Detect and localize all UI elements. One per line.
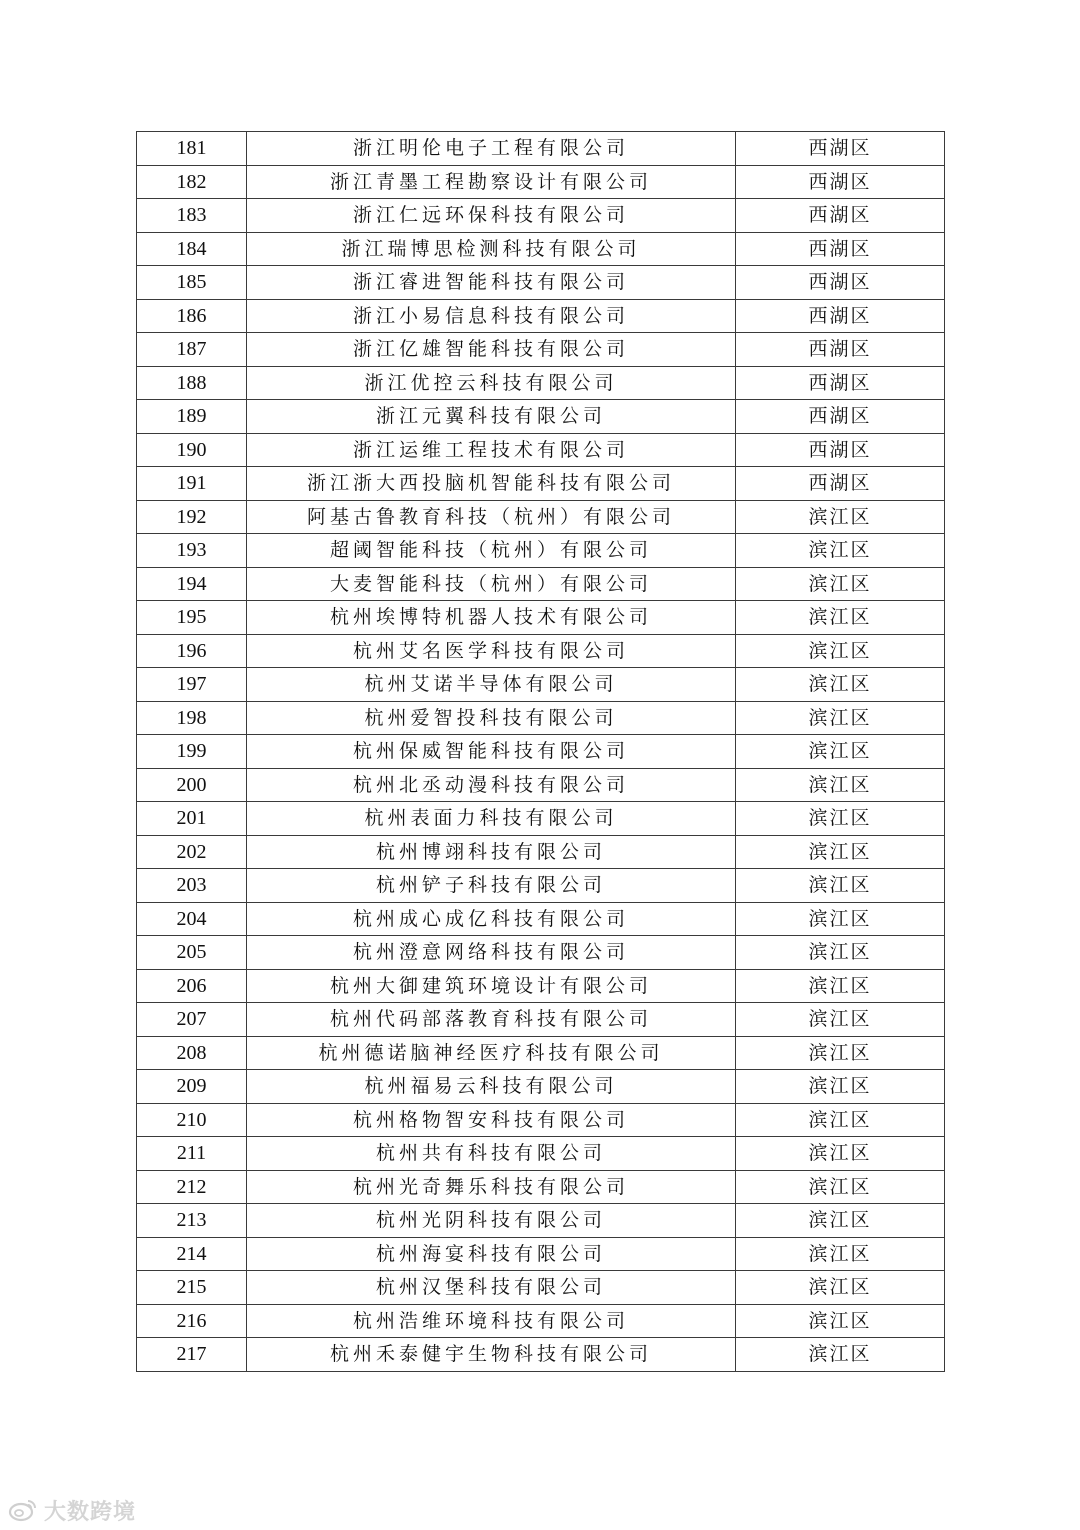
district-cell: 西湖区 (736, 467, 945, 501)
district-cell: 西湖区 (736, 333, 945, 367)
row-number-cell: 190 (137, 433, 247, 467)
company-name-cell: 杭州成心成亿科技有限公司 (247, 902, 736, 936)
row-number-cell: 207 (137, 1003, 247, 1037)
row-number-cell: 212 (137, 1170, 247, 1204)
district-cell: 滨江区 (736, 1137, 945, 1171)
company-name-cell: 杭州光阴科技有限公司 (247, 1204, 736, 1238)
row-number-cell: 197 (137, 668, 247, 702)
district-cell: 滨江区 (736, 735, 945, 769)
district-cell: 滨江区 (736, 1036, 945, 1070)
table-row (137, 601, 945, 635)
row-number-cell: 198 (137, 701, 247, 735)
company-table-body (137, 132, 945, 1372)
district-cell: 滨江区 (736, 1204, 945, 1238)
row-number-cell: 204 (137, 902, 247, 936)
district-cell: 西湖区 (736, 366, 945, 400)
table-row (137, 1338, 945, 1372)
table-row (137, 668, 945, 702)
table-row (137, 802, 945, 836)
row-number-cell: 196 (137, 634, 247, 668)
district-cell: 西湖区 (736, 433, 945, 467)
district-cell: 滨江区 (736, 668, 945, 702)
company-name-cell: 浙江浙大西投脑机智能科技有限公司 (247, 467, 736, 501)
company-name-cell: 浙江明伦电子工程有限公司 (247, 132, 736, 166)
table-row (137, 1103, 945, 1137)
company-name-cell: 杭州海宴科技有限公司 (247, 1237, 736, 1271)
district-cell: 滨江区 (736, 768, 945, 802)
table-row (137, 1304, 945, 1338)
district-cell: 滨江区 (736, 802, 945, 836)
company-table (136, 131, 945, 1372)
district-cell: 西湖区 (736, 199, 945, 233)
district-cell: 西湖区 (736, 266, 945, 300)
company-name-cell: 杭州埃博特机器人技术有限公司 (247, 601, 736, 635)
district-cell: 滨江区 (736, 500, 945, 534)
row-number-cell: 182 (137, 165, 247, 199)
district-cell: 滨江区 (736, 634, 945, 668)
row-number-cell: 211 (137, 1137, 247, 1171)
company-name-cell: 浙江优控云科技有限公司 (247, 366, 736, 400)
company-name-cell: 浙江仁远环保科技有限公司 (247, 199, 736, 233)
table-row (137, 366, 945, 400)
row-number-cell: 213 (137, 1204, 247, 1238)
company-name-cell: 杭州艾名医学科技有限公司 (247, 634, 736, 668)
table-row (137, 835, 945, 869)
company-name-cell: 杭州铲子科技有限公司 (247, 869, 736, 903)
district-cell: 滨江区 (736, 1304, 945, 1338)
company-name-cell: 杭州博翊科技有限公司 (247, 835, 736, 869)
company-name-cell: 杭州德诺脑神经医疗科技有限公司 (247, 1036, 736, 1070)
district-cell: 滨江区 (736, 1271, 945, 1305)
district-cell: 滨江区 (736, 601, 945, 635)
table-row (137, 266, 945, 300)
table-row (137, 500, 945, 534)
district-cell: 滨江区 (736, 869, 945, 903)
district-cell: 滨江区 (736, 1003, 945, 1037)
company-name-cell: 杭州格物智安科技有限公司 (247, 1103, 736, 1137)
row-number-cell: 209 (137, 1070, 247, 1104)
company-name-cell: 杭州禾泰健宇生物科技有限公司 (247, 1338, 736, 1372)
company-name-cell: 杭州汉堡科技有限公司 (247, 1271, 736, 1305)
row-number-cell: 183 (137, 199, 247, 233)
table-row (137, 199, 945, 233)
row-number-cell: 187 (137, 333, 247, 367)
table-row (137, 400, 945, 434)
company-name-cell: 杭州大御建筑环境设计有限公司 (247, 969, 736, 1003)
row-number-cell: 184 (137, 232, 247, 266)
company-name-cell: 杭州共有科技有限公司 (247, 1137, 736, 1171)
district-cell: 西湖区 (736, 299, 945, 333)
district-cell: 滨江区 (736, 835, 945, 869)
row-number-cell: 193 (137, 534, 247, 568)
company-name-cell: 大麦智能科技（杭州）有限公司 (247, 567, 736, 601)
table-row (137, 1003, 945, 1037)
table-row (137, 1070, 945, 1104)
row-number-cell: 215 (137, 1271, 247, 1305)
company-name-cell: 浙江青墨工程勘察设计有限公司 (247, 165, 736, 199)
table-row (137, 936, 945, 970)
row-number-cell: 217 (137, 1338, 247, 1372)
company-name-cell: 杭州澄意网络科技有限公司 (247, 936, 736, 970)
table-row (137, 333, 945, 367)
row-number-cell: 195 (137, 601, 247, 635)
company-name-cell: 杭州爱智投科技有限公司 (247, 701, 736, 735)
table-row (137, 1170, 945, 1204)
weibo-logo-icon (8, 1498, 38, 1522)
row-number-cell: 192 (137, 500, 247, 534)
watermark (8, 1490, 136, 1530)
company-name-cell: 浙江运维工程技术有限公司 (247, 433, 736, 467)
table-row (137, 132, 945, 166)
row-number-cell: 216 (137, 1304, 247, 1338)
table-row (137, 165, 945, 199)
district-cell: 滨江区 (736, 1103, 945, 1137)
district-cell: 滨江区 (736, 534, 945, 568)
company-name-cell: 浙江亿雄智能科技有限公司 (247, 333, 736, 367)
company-name-cell: 杭州保威智能科技有限公司 (247, 735, 736, 769)
table-row (137, 768, 945, 802)
row-number-cell: 202 (137, 835, 247, 869)
table-row (137, 467, 945, 501)
district-cell: 滨江区 (736, 1170, 945, 1204)
district-cell: 滨江区 (736, 969, 945, 1003)
table-row (137, 701, 945, 735)
row-number-cell: 208 (137, 1036, 247, 1070)
district-cell: 滨江区 (736, 701, 945, 735)
district-cell: 滨江区 (736, 936, 945, 970)
row-number-cell: 200 (137, 768, 247, 802)
row-number-cell: 181 (137, 132, 247, 166)
table-row (137, 1237, 945, 1271)
table-row (137, 1137, 945, 1171)
company-name-cell: 杭州光奇舞乐科技有限公司 (247, 1170, 736, 1204)
company-name-cell: 杭州艾诺半导体有限公司 (247, 668, 736, 702)
row-number-cell: 189 (137, 400, 247, 434)
company-name-cell: 浙江小易信息科技有限公司 (247, 299, 736, 333)
row-number-cell: 191 (137, 467, 247, 501)
row-number-cell: 210 (137, 1103, 247, 1137)
table-row (137, 534, 945, 568)
district-cell: 滨江区 (736, 567, 945, 601)
row-number-cell: 206 (137, 969, 247, 1003)
row-number-cell: 199 (137, 735, 247, 769)
district-cell: 西湖区 (736, 232, 945, 266)
table-row (137, 902, 945, 936)
table-row (137, 735, 945, 769)
district-cell: 滨江区 (736, 1070, 945, 1104)
table-row (137, 869, 945, 903)
row-number-cell: 201 (137, 802, 247, 836)
table-row (137, 433, 945, 467)
company-name-cell: 杭州代码部落教育科技有限公司 (247, 1003, 736, 1037)
company-name-cell: 杭州表面力科技有限公司 (247, 802, 736, 836)
company-name-cell: 杭州北丞动漫科技有限公司 (247, 768, 736, 802)
table-row (137, 1036, 945, 1070)
row-number-cell: 188 (137, 366, 247, 400)
table-row (137, 969, 945, 1003)
row-number-cell: 205 (137, 936, 247, 970)
table-row (137, 232, 945, 266)
table-row (137, 567, 945, 601)
row-number-cell: 203 (137, 869, 247, 903)
company-name-cell: 杭州福易云科技有限公司 (247, 1070, 736, 1104)
district-cell: 西湖区 (736, 400, 945, 434)
table-row (137, 1271, 945, 1305)
district-cell: 西湖区 (736, 132, 945, 166)
table-row (137, 634, 945, 668)
company-name-cell: 浙江睿进智能科技有限公司 (247, 266, 736, 300)
watermark-text: 大数跨境 (44, 1498, 137, 1524)
company-name-cell: 超阈智能科技（杭州）有限公司 (247, 534, 736, 568)
row-number-cell: 194 (137, 567, 247, 601)
company-name-cell: 杭州浩维环境科技有限公司 (247, 1304, 736, 1338)
district-cell: 西湖区 (736, 165, 945, 199)
district-cell: 滨江区 (736, 1338, 945, 1372)
row-number-cell: 214 (137, 1237, 247, 1271)
row-number-cell: 186 (137, 299, 247, 333)
company-name-cell: 浙江瑞博思检测科技有限公司 (247, 232, 736, 266)
table-row (137, 1204, 945, 1238)
district-cell: 滨江区 (736, 1237, 945, 1271)
table-row (137, 299, 945, 333)
company-name-cell: 阿基古鲁教育科技（杭州）有限公司 (247, 500, 736, 534)
district-cell: 滨江区 (736, 902, 945, 936)
company-name-cell: 浙江元翼科技有限公司 (247, 400, 736, 434)
row-number-cell: 185 (137, 266, 247, 300)
